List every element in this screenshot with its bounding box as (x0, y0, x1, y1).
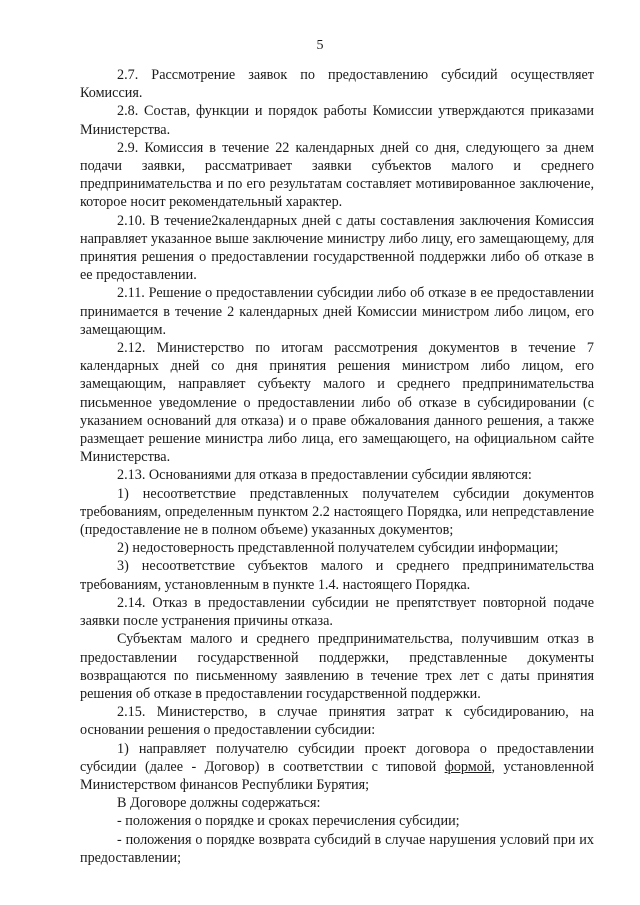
page-number: 5 (316, 38, 324, 53)
paragraph-2-13-item-2: 2) недостоверность представленной получателем субсидии информации; (117, 540, 559, 557)
paragraph-2-9: 2.9. Комиссия в течение 22 календарных дней со дня, следующего за днем подачи заявки, рассматривает заявки субъектов малого и среднего предпринимательства и по его результатам составляет мотивированное заключение, которое носит рекомендательный характер. (80, 139, 594, 211)
document-body (80, 66, 594, 867)
paragraph-2-13-item-1: 1) несоответствие представленных получателем субсидии документов требованиям, определенным пунктом 2.2 настоящего Порядка, или непредставление (предоставление не в полном объеме) указанных документов; (80, 485, 594, 539)
paragraph-2-11: 2.11. Решение о предоставлении субсидии либо об отказе в ее предоставлении принимается в течение 2 календарных дней Комиссии министром либо лицом, его замещающим. (80, 285, 594, 338)
paragraph-2-8: 2.8. Состав, функции и порядок работы Комиссии утверждаются приказами Министерства. (80, 103, 594, 138)
paragraph-2-14-return: Субъектам малого и среднего предпринимательства, получившим отказ в предоставлении государственной поддержки, представленные документы возвращаются по письменному заявлению в течение трех лет с даты принятия решения об отказе в предоставлении государственной поддержки. (80, 631, 594, 702)
paragraph-2-12: 2.12. Министерство по итогам рассмотрения документов в течение 7 календарных дней со дня принятия решения министром либо лицом, его замещающим, направляет субъекту малого и среднего предпринимательства письменное уведомление о предоставлении либо об отказе в субсидировании (с указанием оснований для отказа) и о праве обжалования данного решения, а также размещает решение министра либо лица, его замещающего, на официальном сайте Министерства. (80, 340, 594, 466)
paragraph-refund-terms: - положения о порядке возврата субсидий в случае нарушения условий при их предоставлении; (80, 831, 594, 866)
paragraph-transfer-terms: - положения о порядке и сроках перечисления субсидии; (117, 813, 460, 830)
form-link[interactable]: формой (444, 758, 492, 775)
paragraph-2-15: 2.15. Министерство, в случае принятия затрат к субсидированию, на основании решения о предоставлении субсидии: (80, 704, 594, 739)
paragraph-2-15-item-1-start: 1) направляет получателю субсидии проект договора о предоставлении субсидии (далее - Договор) в соответствии с типовой (80, 740, 594, 775)
paragraph-2-10: 2.10. В течение2календарных дней с даты составления заключения Комиссия направляет указанное выше заключение министру либо лицу, его замещающему, для принятия решения о предоставлении государственной поддержки либо об отказе в ее предоставлении. (80, 212, 594, 284)
paragraph-2-14: 2.14. Отказ в предоставлении субсидии не препятствует повторной подаче заявки после устранения причины отказа. (80, 594, 594, 630)
paragraph-contract-contents: В Договоре должны содержаться: (117, 795, 321, 812)
paragraph-2-7: 2.7. Рассмотрение заявок по предоставлению субсидий осуществляет Комиссия. (80, 67, 594, 102)
paragraph-2-15-item-1 (80, 740, 594, 795)
paragraph-2-13: 2.13. Основаниями для отказа в предоставлении субсидии являются: (117, 467, 532, 484)
paragraph-2-13-item-3: 3) несоответствие субъектов малого и среднего предпринимательства требованиям, установленным в пункте 1.4. настоящего Порядка. (80, 558, 594, 593)
paragraph-2-15-item-1-end: , установленной Министерством финансов Республики Бурятия; (80, 758, 594, 793)
